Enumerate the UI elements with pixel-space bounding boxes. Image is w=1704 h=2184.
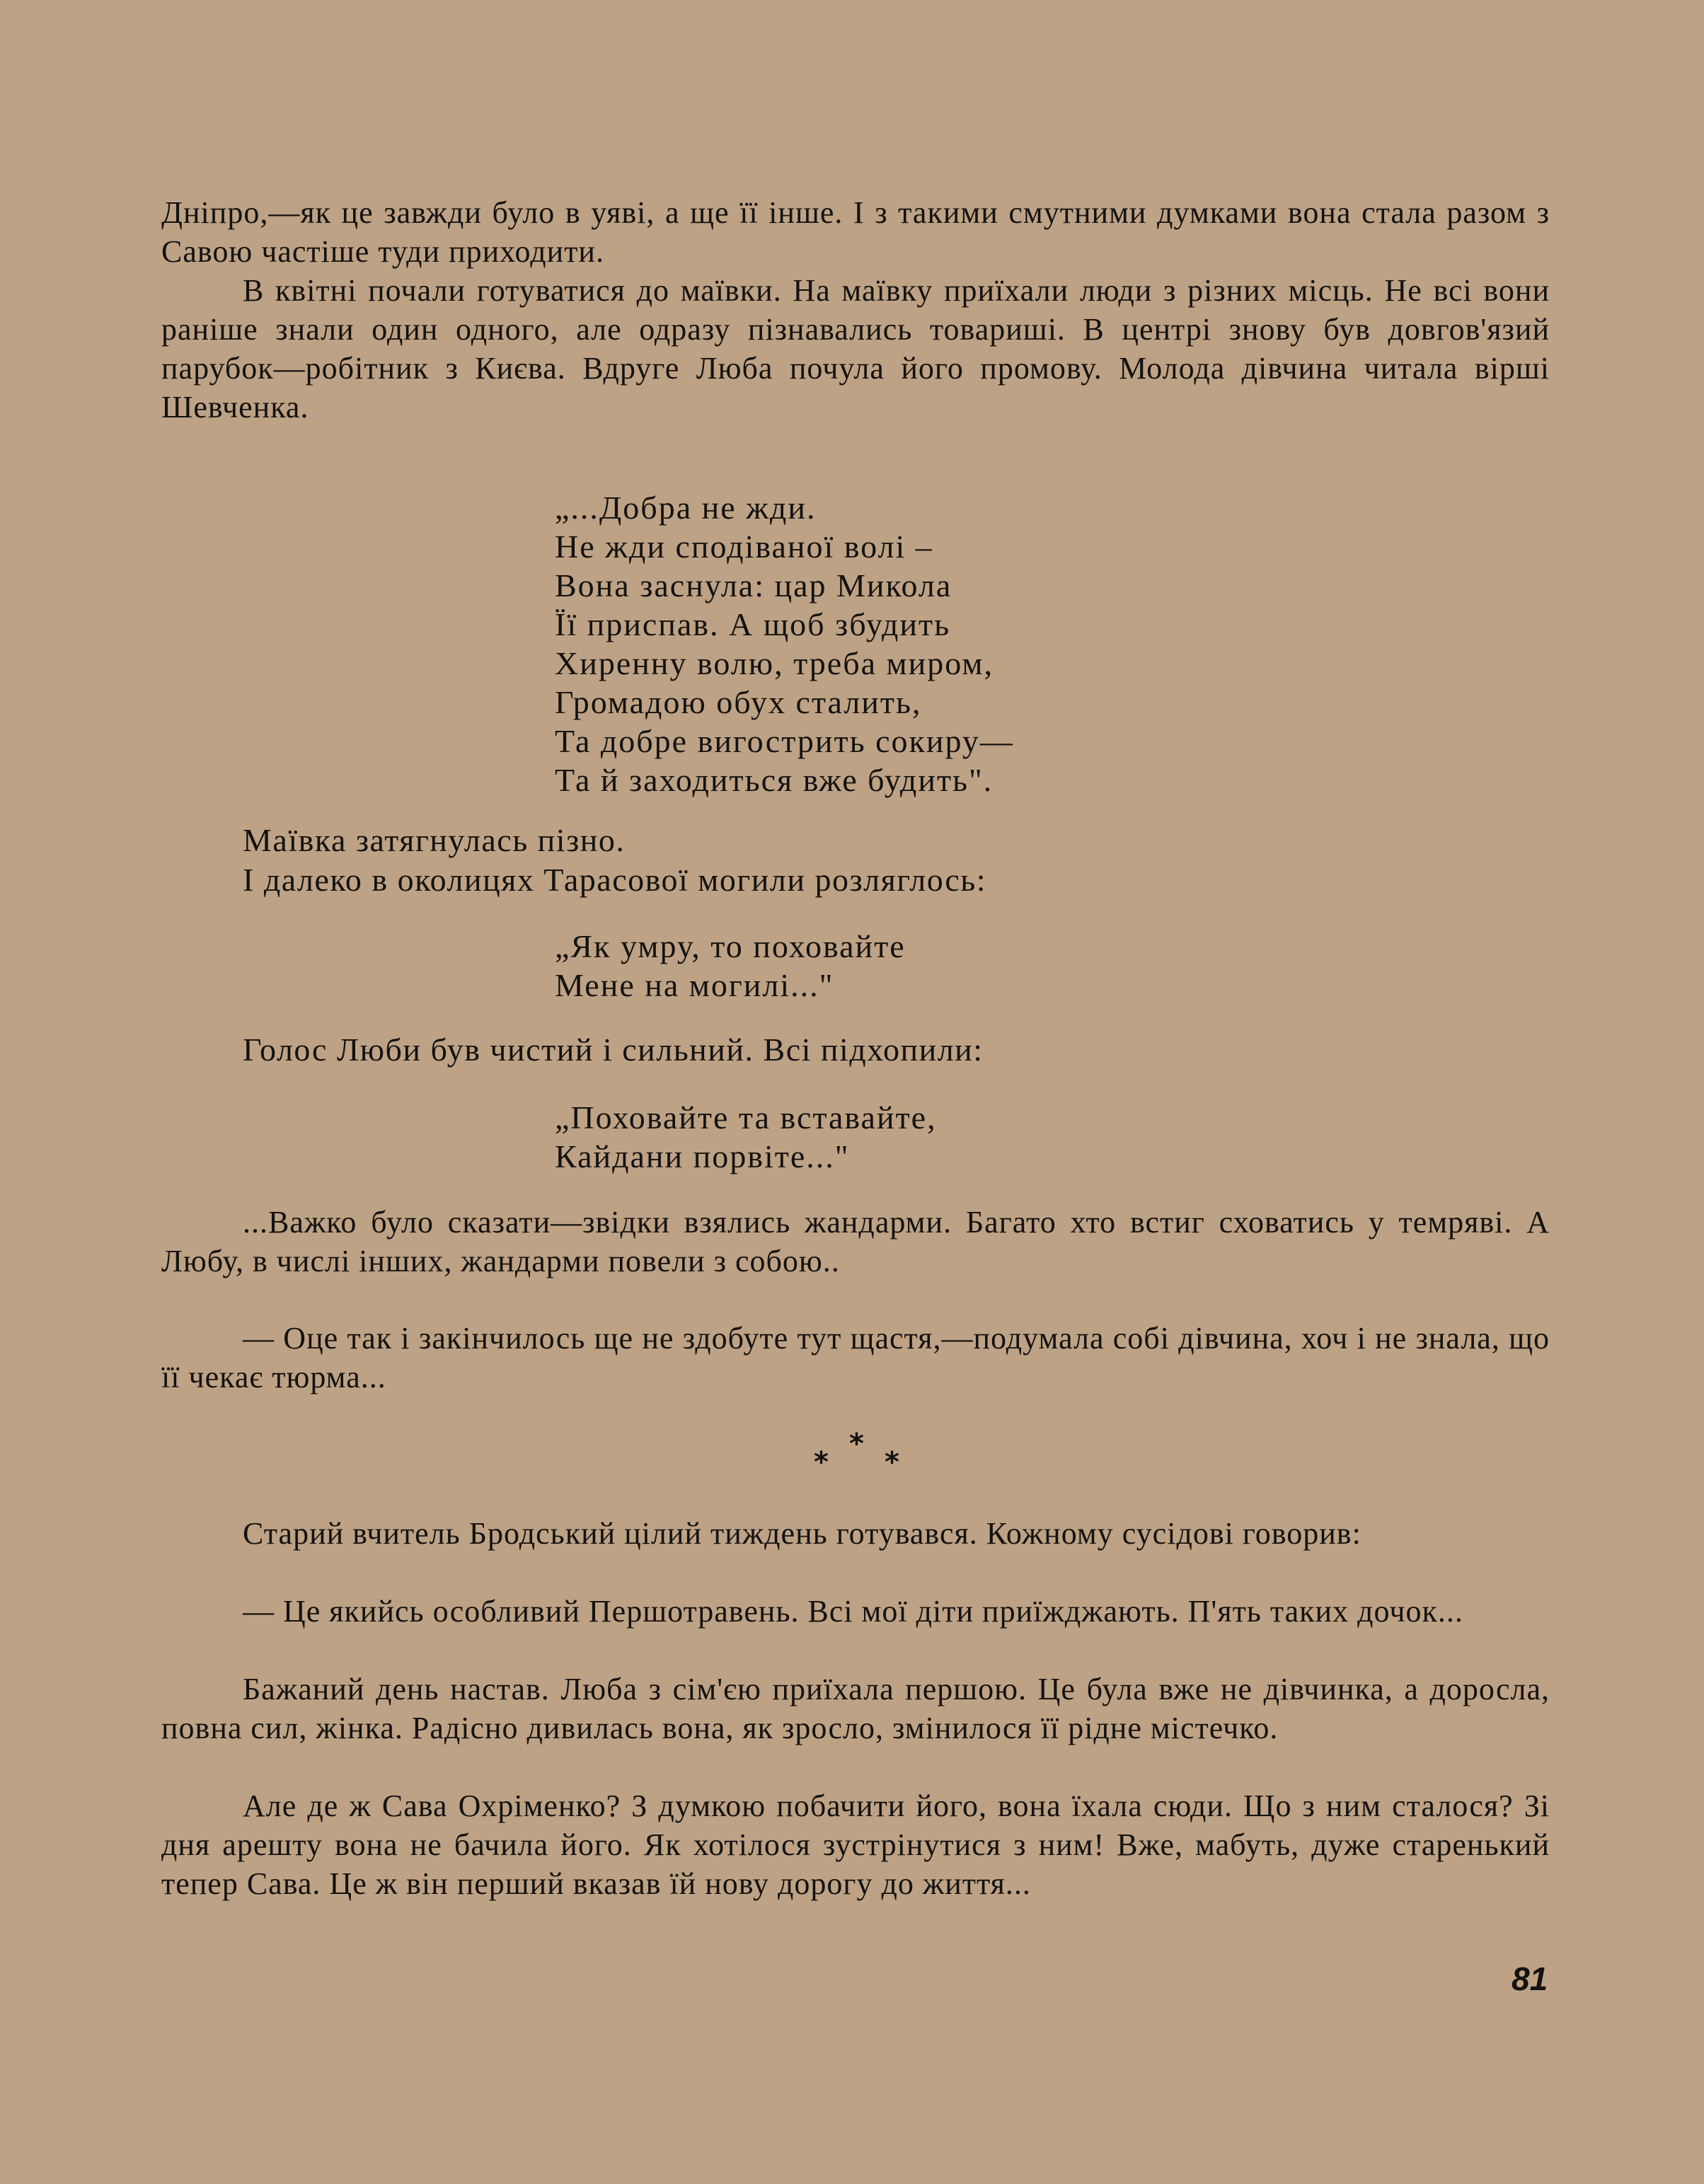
verse-zapovit-chorus xyxy=(555,1098,937,1176)
verse-line: Та й заходиться вже будить". xyxy=(555,762,994,798)
verse-line: Хиренну волю, треба миром, xyxy=(555,645,994,681)
verse-line: Громадою обух сталить, xyxy=(555,684,922,720)
paragraph-4: І далеко в околицях Тарасової могили розляглось: xyxy=(243,862,987,898)
separator-star: * xyxy=(849,1428,864,1460)
verse-zapovit xyxy=(555,927,906,1005)
paragraph-6: ...Важко було сказати—звідки взялись жандарми. Багато хто встиг сховатись у темряві. А Любу, в числі інших, жандарми повели з собою.. xyxy=(161,1205,1550,1278)
separator-star: * xyxy=(814,1446,829,1479)
page-number: 81 xyxy=(1512,1960,1548,1997)
paragraph-9: — Це якийсь особливий Першотравень. Всі мої діти приїжджають. П'ять таких дочок... xyxy=(243,1594,1463,1629)
separator-star: * xyxy=(885,1446,899,1479)
section-separator xyxy=(814,1428,920,1484)
verse-line: Та добре вигострить сокиру— xyxy=(555,723,1014,759)
paragraph-10: Бажаний день настав. Люба з сім'єю приїхала першою. Це була вже не дівчинка, а доросла, повна сил, жінка. Радісно дивилась вона, як зросло, змінилося її рідне містечко. xyxy=(161,1672,1550,1745)
paragraph-3: Маївка затягнулась пізно. xyxy=(243,822,626,858)
verse-line: Її приспав. А щоб збудить xyxy=(555,606,951,642)
paragraph-11: Але де ж Сава Охріменко? З думкою побачити його, вона їхала сюди. Що з ним сталося? Зі дня арешту вона не бачила його. Як хотілося зустрінутися з ним! Вже, мабуть, дуже старенький тепер Сава. Це ж він перший вказав їй нову дорогу до життя... xyxy=(161,1789,1550,1901)
paragraph-2: В квітні почали готуватися до маївки. На маївку приїхали люди з різних місць. Не всі вони раніше знали один одного, але одразу пізнавались товариші. В центрі знову був довгов'язий парубок—робітник з Києва. Вдруге Люба почула його промову. Молода дівчина читала вірші Шевченка. xyxy=(161,273,1550,424)
verse-shevchenko xyxy=(555,488,1014,799)
verse-line: Мене на могилі..." xyxy=(555,967,834,1003)
paragraph-5: Голос Люби був чистий і сильний. Всі підхопили: xyxy=(243,1032,984,1068)
paragraph-7: — Оце так і закінчилось ще не здобуте тут щастя,—подумала собі дівчина, хоч і не знала, що її чекає тюрма... xyxy=(161,1321,1550,1394)
verse-line: Не жди сподіваної волі – xyxy=(555,528,933,565)
verse-line: Кайдани порвіте..." xyxy=(555,1138,850,1174)
verse-line: Вона заснула: цар Микола xyxy=(555,567,952,603)
paragraph-8: Старий вчитель Бродський цілий тиждень готувався. Кожному сусідові говорив: xyxy=(243,1516,1362,1551)
verse-line: „Поховайте та вставайте, xyxy=(555,1099,937,1136)
verse-line: „Як умру, то поховайте xyxy=(555,928,906,964)
paragraph-1: Дніпро,—як це завжди було в уяві, а ще її інше. І з такими смутними думками вона стала разом з Савою частіше туди приходити. xyxy=(161,195,1550,269)
verse-line: „...Добра не жди. xyxy=(555,490,817,526)
